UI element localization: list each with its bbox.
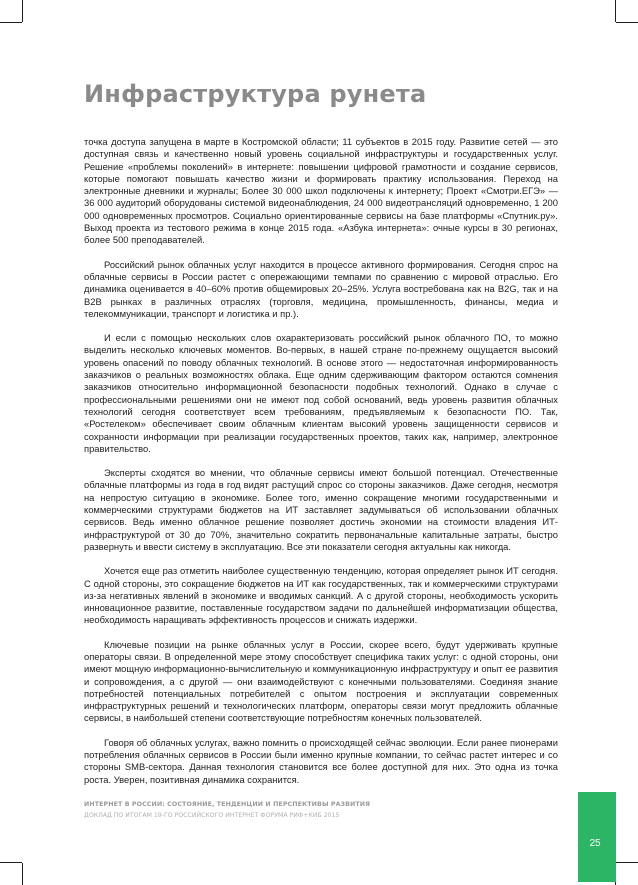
crop-mark (616, 862, 638, 863)
paragraph: Эксперты сходятся во мнении, что облачные сервисы имеют большой потенциал. Отечественные облачные платформы из года в год видят растущий спрос со стороны заказчиков. Даже сегодня, несмотря на непростую ситуацию в экономике. Более того, именно сокращение многими государственными и коммерческими структурами бюджетов на ИТ заставляет задумываться об использовании облачных сервисов. Ведь именно облачное решение позволяет достичь экономии на стоимости владения ИТ-инфраструктурой от 30 до 70%, значительно сократить первоначальные капитальные затраты, быстро развернуть и ввести систему в эксплуатацию. Все эти показатели сегодня актуальны как никогда. (84, 467, 558, 552)
crop-mark (0, 22, 22, 23)
crop-mark (616, 22, 638, 23)
article-body (84, 136, 558, 798)
crop-mark (22, 0, 23, 22)
paragraph: И если с помощью нескольких слов охарактеризовать российский рынок облачного ПО, то можно выделить несколько ключевых моментов. Во-первых, в нашей стране по-прежнему ощущается высокий уровень опасений по поводу облачных технологий. В основе этого — недостаточная информированность заказчиков о реальных возможностях облака. Еще одним сдерживающим фактором остаются сомнения заказчиков относительно информационной безопасности подобных технологий. Однако в случае с профессиональными решениями они не имеют под собой оснований, ведь уровень развития облачных технологий сегодня соответствует всем требованиям, предъявляемым к безопасности ПО. Так, «Ростелеком» обеспечивает своим облачным клиентам высокий уровень защищенности сервисов и сохранности информации при реализации государственных проектов, таких как, например, электронное правительство. (84, 332, 558, 454)
paragraph: Говоря об облачных услугах, важно помнить о происходящей сейчас эволюции. Если ранее пионерами потребления облачных сервисов в России были именно крупные компании, то сейчас растет интерес и со стороны SMB-сектора. Данная технология становится все более доступной для них. Это одна из точка роста. Уверен, позитивная динамика сохранится. (84, 736, 558, 785)
footer-subtitle: ДОКЛАД ПО ИТОГАМ 19-ГО РОССИЙСКОГО ИНТЕРНЕТ ФОРУМА РИФ+КИБ 2015 (84, 812, 340, 819)
paragraph: Ключевые позиции на рынке облачных услуг в России, скорее всего, будут удерживать крупные операторы связи. В определенной мере этому способствует специфика таких услуг: с одной стороны, они имеют мощную информационно-вычислительную и коммуникационную инфраструктуру и опыт ее развития и сопровождения, а с другой — они взаимодействуют с конечными пользователями. Соединяя знание потребностей потенциальных потребителей с опытом построения и эксплуатации современных инфраструктурных решений и технологических платформ, операторы связи могут предложить облачные сервисы, в наибольшей степени соответствующие потребностям конечных пользователей. (84, 638, 558, 724)
page-number: 25 (589, 838, 601, 849)
footer-title: ИНТЕРНЕТ В РОССИИ: СОСТОЯНИЕ, ТЕНДЕНЦИИ И ПЕРСПЕКТИВЫ РАЗВИТИЯ (84, 801, 371, 808)
paragraph: точка доступа запущена в марте в Костромской области; 11 субъектов в 2015 году. Развитие сетей — это доступная связь и качественно новый уровень социальной инфраструктуры и государственных услуг. Решение «проблемы поколений» в интернете: повышении цифровой грамотности и создание сервисов, которые помогают повышать качество жизни и формировать практику использования. Переход на электронные дневники и журналы; Более 30 000 школ подключены к интернету; Проект «Смотри.ЕГЭ» — 36 000 аудиторий оборудованы системой видеонаблюдения, 24 000 видеотрансляций одновременно, 1 200 000 одновременных просмотров. Социально ориентированные сервисы на базе платформы «Спутник.ру». Выход проекта из тестового режима в конце 2015 года. «Азбука интернета»: очные курсы в 30 регионах, более 500 преподавателей. (84, 136, 558, 246)
paragraph: Хочется еще раз отметить наиболее существенную тенденцию, которая определяет рынок ИТ сегодня. С одной стороны, это сокращение бюджетов на ИТ как государственных, так и коммерческими структурами из-за негативных явлений в экономике и вводимых санкций. А с другой стороны, необходимость ускорить инновационное развитие, поставленные государством задачи по дальнейшей информатизации общества, необходимость наращивать эффективность процессов и снижать издержки. (84, 565, 558, 626)
crop-mark (615, 0, 616, 22)
page-title: Инфраструктура рунета (84, 80, 427, 108)
paragraph: Российский рынок облачных услуг находится в процессе активного формирования. Сегодня спрос на облачные сервисы в России растет с опережающими темпами по сравнению с мировой отраслью. Его динамика оценивается в 40–60% против общемировых 20–25%. Услуга востребована как на B2G, так и на B2B рынках в различных отраслях (торговля, медицина, промышленность, финансы, медиа и телекоммуникации, транспорт и логистика и пр.). (84, 258, 558, 319)
crop-mark (0, 862, 22, 863)
page-number-badge (578, 792, 616, 882)
crop-mark (22, 863, 23, 885)
